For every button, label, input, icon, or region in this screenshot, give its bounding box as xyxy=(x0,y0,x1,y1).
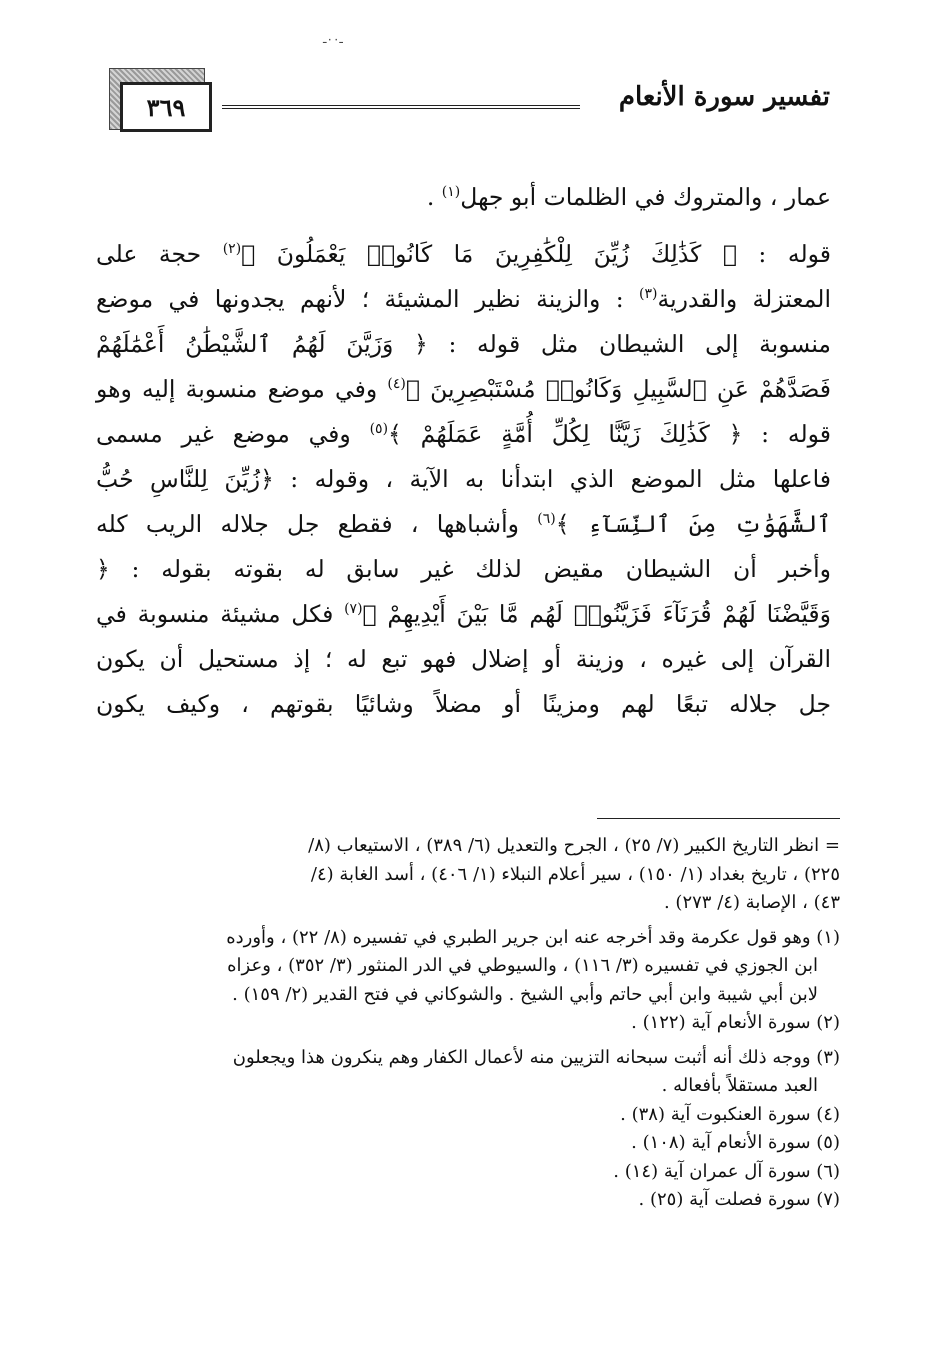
footnote-ref: (٤) xyxy=(387,376,406,393)
text-line: وَقَيَّضْنَا لَهُمْ قُرَنَآءَ فَزَيَّنُوا۟ لَهُم مَّا بَيْنَ أَيْدِيهِمْ ﴾$^{(٧)}$ فكل مشيئة منسوبة في xyxy=(96,600,831,628)
text-line: القرآن إلى غيره ، وزينة أو إضلال فهو تبع له ؛ إذ مستحيل أن يكون xyxy=(96,645,831,673)
footnote-ref: (٥) xyxy=(369,421,389,438)
page-title: تفسير سورة الأنعام xyxy=(618,82,830,112)
text-line: ٱلشَّهَوَٰتِ مِنَ ٱلنِّسَآءِ ﴾$^{(٦)}$ وأشباهها ، فقطع جل جلاله الريب كله xyxy=(96,510,831,538)
page-number: ٣٦٩ xyxy=(120,82,212,132)
footnote-3: (٣) ووجه ذلك أنه أثبت سبحانه التزيين منه لأعمال الكفار وهم ينكرون هذا ويجعلون xyxy=(232,1046,840,1068)
footnote-7: (٧) سورة فصلت آية (٢٥) . xyxy=(638,1189,840,1210)
text-line: المعتزلة والقدرية$^{(٣)}$ : والزينة نظير المشيئة ؛ لأنهم يجدونها في موضع xyxy=(96,285,831,313)
footnote-5: (٥) سورة الأنعام آية (١٠٨) . xyxy=(631,1132,840,1153)
page-mark: ـ٠٠ـ xyxy=(323,32,343,46)
footnote-2: (٢) سورة الأنعام آية (١٢٢) . xyxy=(631,1012,840,1033)
footnote-ref: (٦) xyxy=(537,511,556,528)
footnote-ref: (٣) xyxy=(639,286,658,303)
footnote-line: ٤٣) ، الإصابة (٤/ ٢٧٣) . xyxy=(663,892,840,913)
footnote-line: = انظر التاريخ الكبير (٧/ ٢٥) ، الجرح والتعديل (٦/ ٣٨٩) ، الاستيعاب (٨/ xyxy=(308,835,840,856)
footnote-line: العبد مستقلاً بأفعاله . xyxy=(661,1075,818,1096)
footnote-line: ابن الجوزي في تفسيره (٣/ ١١٦) ، والسيوطي في الدر المنثور (٣/ ٣٥٢) ، وعزاه xyxy=(227,955,818,976)
text-line: فاعلها مثل الموضع الذي ابتدأنا به الآية ، وقوله : ﴿زُيِّنَ لِلنَّاسِ حُبُّ xyxy=(96,465,831,493)
footnote-1: (١) وهو قول عكرمة وقد أخرجه عنه ابن جرير الطبري في تفسيره (٨/ ٢٢) ، وأورده xyxy=(226,926,840,948)
text-line: عمار ، والمتروك في الظلمات أبو جهل$^{(١)}$ . xyxy=(426,183,831,211)
text-line: قوله : ﴿ كَذَٰلِكَ زَيَّنَّا لِكُلِّ أُمَّةٍ عَمَلَهُمْ ﴾$^{(٥)}$ وفي موضع غير مسمى xyxy=(96,420,831,448)
text-line: فَصَدَّهُمْ عَنِ ٱلسَّبِيلِ وَكَانُوا۟ مُسْتَبْصِرِينَ ﴾$^{(٤)}$ وفي موضع منسوبة إليه وهو xyxy=(96,375,831,403)
footnote-4: (٤) سورة العنكبوت آية (٣٨) . xyxy=(620,1103,840,1125)
text-line: قوله : ﴿ كَذَٰلِكَ زُيِّنَ لِلْكَٰفِرِينَ مَا كَانُوا۟ يَعْمَلُونَ ﴾$^{(٢)}$ حجة على xyxy=(96,240,831,268)
footnote-ref: (٧) xyxy=(344,601,363,618)
footnote-6: (٦) سورة آل عمران آية (١٤) . xyxy=(613,1160,840,1182)
footnote-line: ٢٢٥) ، تاريخ بغداد (١/ ١٥٠) ، سير أعلام النبلاء (١/ ٤٠٦) ، أسد الغابة (٤/ xyxy=(310,863,840,885)
text-line: منسوبة إلى الشيطان مثل قوله : ﴿ وَزَيَّنَ لَهُمُ ٱلشَّيْطَٰنُ أَعْمَٰلَهُمْ xyxy=(96,330,831,358)
text-line: جل جلاله تبعًا لهم ومزينًا أو مضلاً وشائيًا بقوتهم ، وكيف يكون xyxy=(96,690,831,718)
footnote-ref: (٢) xyxy=(222,241,242,258)
footnote-ref: (١) xyxy=(441,184,461,201)
text-line: وأخبر أن الشيطان مقيض لذلك غير سابق له بقوته بقوله : ﴿ xyxy=(96,555,831,583)
footnote-separator xyxy=(597,818,840,819)
footnote-line: لابن أبي شيبة وابن أبي حاتم وأبي الشيخ . والشوكاني في فتح القدير (٢/ ١٥٩) . xyxy=(232,983,818,1005)
paragraph-1 xyxy=(96,175,831,220)
main-text xyxy=(96,175,831,727)
paragraph-2 xyxy=(96,232,831,727)
footnotes xyxy=(100,832,840,1215)
page-header xyxy=(0,60,948,150)
header-rule xyxy=(222,105,580,109)
